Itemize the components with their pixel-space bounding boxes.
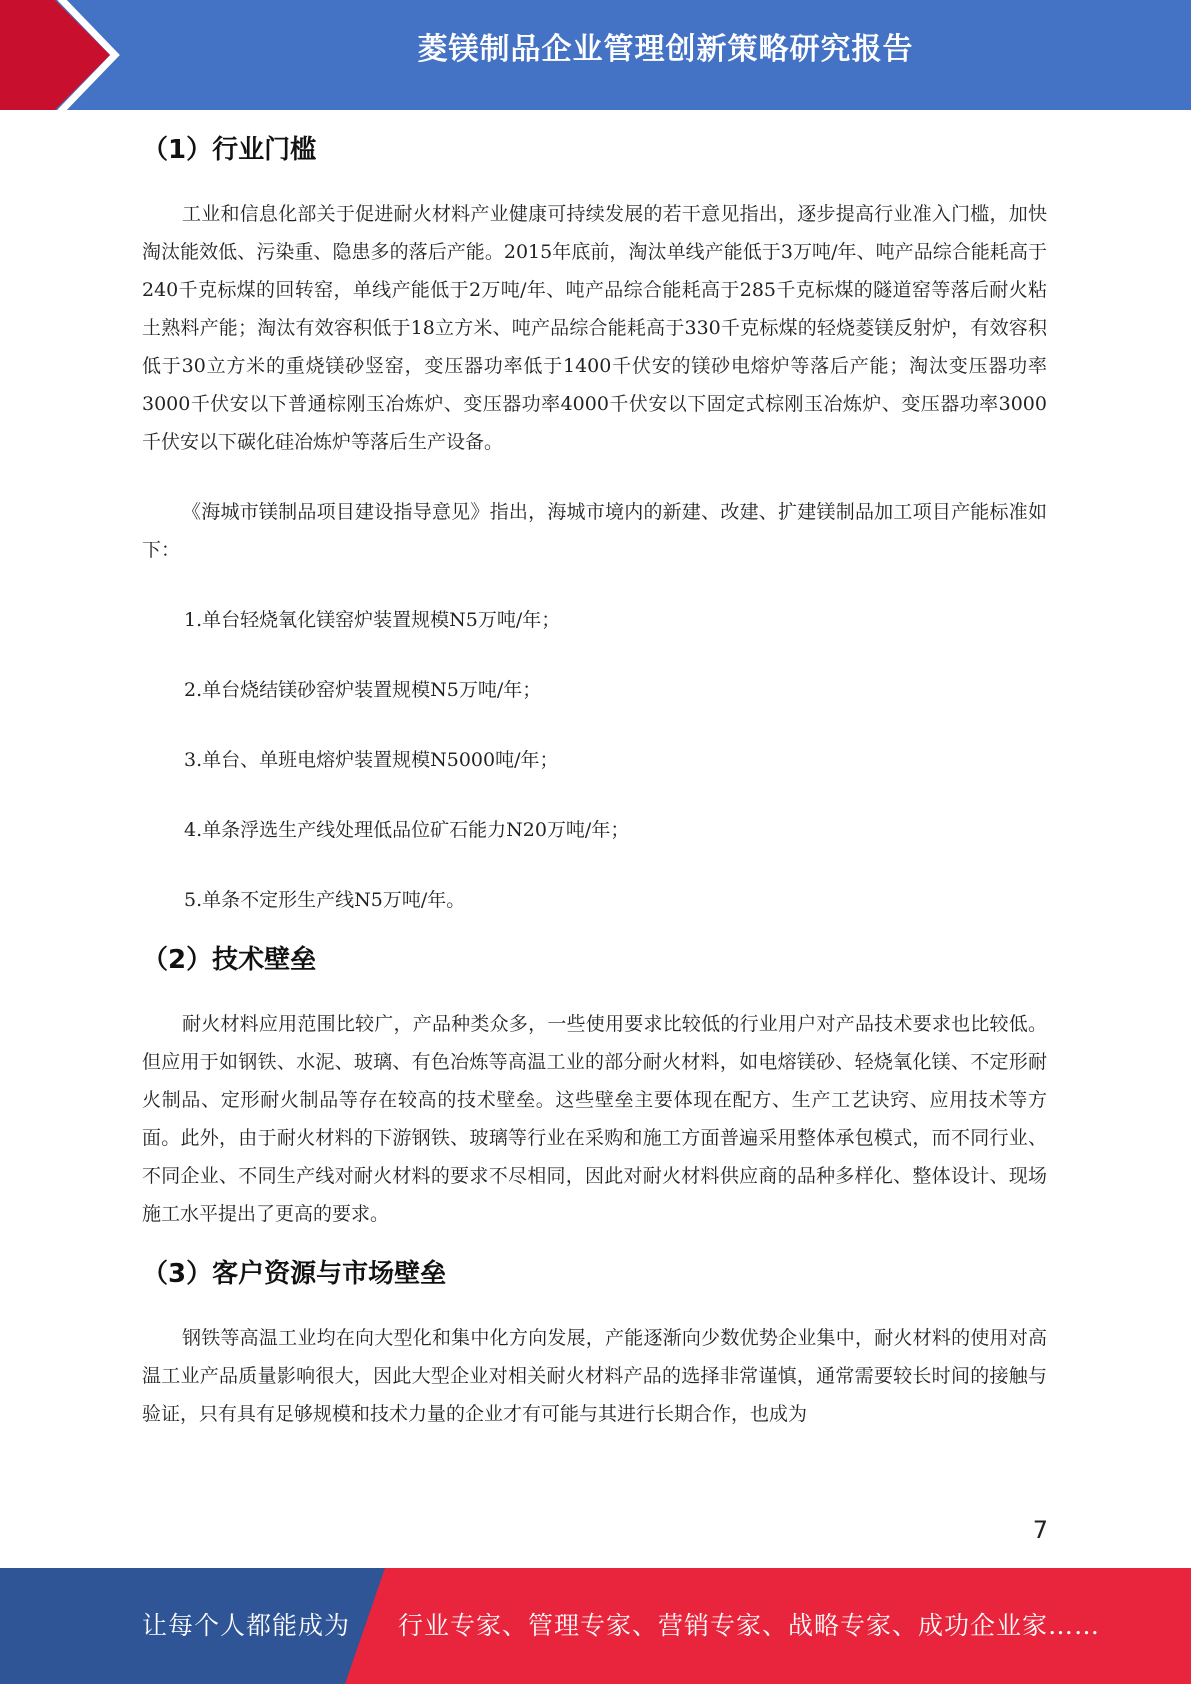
section-heading-technical-barrier: （2）技术壁垒	[142, 945, 317, 975]
report-title: 菱镁制品企业管理创新策略研究报告	[417, 32, 914, 67]
header-arrow-logo	[0, 0, 130, 110]
list-item: 2.单台烧结镁砂窑炉装置规模N5万吨/年；	[184, 679, 542, 701]
page-footer	[0, 1568, 1191, 1684]
paragraph: 工业和信息化部关于促进耐火材料产业健康可持续发展的若干意见指出，逐步提高行业准入门槛，加快淘汰能效低、污染重、隐患多的落后产能。2015年底前，淘汰单线产能低于3万吨/年、吨产品综合能耗高于240千克标煤的回转窑，单线产能低于2万吨/年、吨产品综合能耗高于285千克标煤的隧道窑等落后耐火粘土熟料产能；淘汰有效容积低于18立方米、吨产品综合能耗高于330千克标煤的轻烧菱镁反射炉，有效容积低于30立方米的重烧镁砂竖窑，变压器功率低于1400千伏安的镁砂电熔炉等落后产能；淘汰变压器功率3000千伏安以下普通棕刚玉冶炼炉、变压器功率4000千伏安以下固定式棕刚玉冶炼炉、变压器功率3000千伏安以下碳化硅冶炼炉等落后生产设备。	[142, 203, 1047, 453]
paragraph: 钢铁等高温工业均在向大型化和集中化方向发展，产能逐渐向少数优势企业集中，耐火材料的使用对高温工业产品质量影响很大，因此大型企业对相关耐火材料产品的选择非常谨慎，通常需要较长时间的接触与验证，只有具有足够规模和技术力量的企业才有可能与其进行长期合作，也成为	[142, 1327, 1047, 1425]
page-header	[0, 0, 1191, 110]
list-item: 1.单台轻烧氧化镁窑炉装置规模N5万吨/年；	[184, 609, 561, 631]
section-heading-industry-threshold: （1）行业门槛	[142, 135, 317, 165]
page-number: 7	[1032, 1516, 1048, 1544]
paragraph: 《海城市镁制品项目建设指导意见》指出，海城市境内的新建、改建、扩建镁制品加工项目产能标准如下：	[142, 501, 1047, 561]
footer-slogan-left: 让每个人都能成为	[142, 1611, 351, 1640]
list-item: 5.单条不定形生产线N5万吨/年。	[184, 889, 466, 911]
list-item: 3.单台、单班电熔炉装置规模N5000吨/年；	[184, 749, 559, 771]
list-item: 4.单条浮选生产线处理低品位矿石能力N20万吨/年；	[184, 819, 630, 841]
paragraph: 耐火材料应用范围比较广，产品种类众多，一些使用要求比较低的行业用户对产品技术要求也比较低。但应用于如钢铁、水泥、玻璃、有色冶炼等高温工业的部分耐火材料，如电熔镁砂、轻烧氧化镁、不定形耐火制品、定形耐火制品等存在较高的技术壁垒。这些壁垒主要体现在配方、生产工艺诀窍、应用技术等方面。此外，由于耐火材料的下游钢铁、玻璃等行业在采购和施工方面普遍采用整体承包模式，而不同行业、不同企业、不同生产线对耐火材料的要求不尽相同，因此对耐火材料供应商的品种多样化、整体设计、现场施工水平提出了更高的要求。	[142, 1013, 1047, 1225]
section-heading-customer-market-barrier: （3）客户资源与市场壁垒	[142, 1259, 447, 1289]
footer-slogan-right: 行业专家、管理专家、营销专家、战略专家、成功企业家……	[398, 1611, 1101, 1640]
page-content	[142, 125, 1047, 1433]
